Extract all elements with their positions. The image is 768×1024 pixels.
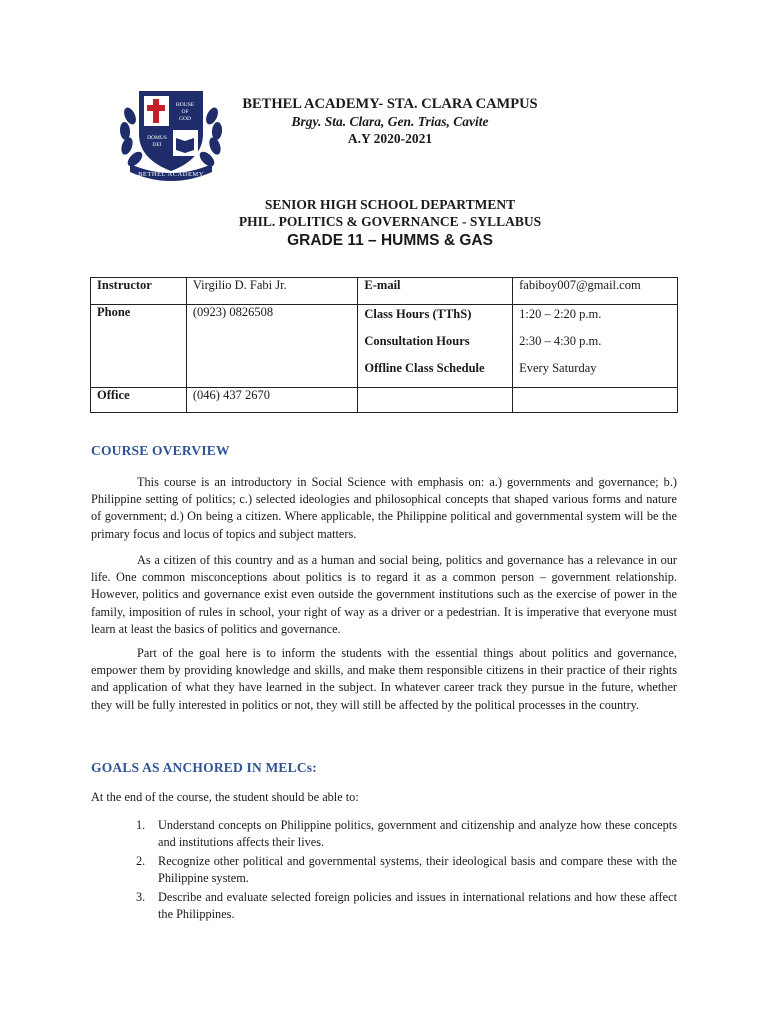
instructor-info-table [90, 277, 678, 413]
table-row [91, 278, 678, 305]
table-row [91, 305, 678, 388]
phone-value: (0923) 0826508 [186, 305, 358, 388]
goal-text: Describe and evaluate selected foreign policies and issues in international relations and how these affect the Philippines. [158, 889, 677, 922]
instructor-value: Virgilio D. Fabi Jr. [186, 278, 358, 305]
list-number: 2. [136, 853, 146, 868]
goals-intro: At the end of the course, the student should be able to: [91, 790, 359, 804]
empty-cell [513, 388, 678, 413]
grade-title: GRADE 11 – HUMMS & GAS [287, 232, 493, 249]
goals-heading: GOALS AS ANCHORED IN MELCs: [91, 760, 317, 775]
svg-text:DEI: DEI [152, 142, 162, 148]
school-name: BETHEL ACADEMY- STA. CLARA CAMPUS [242, 96, 538, 112]
paragraph-text: As a citizen of this country and as a human and social being, politics and governance has a relevance in our life. One common misconceptions about politics is to regard it as a common person – government relationship. However, politics and governance exist even outside the government institutions such as the exercise of power in the family, imposition of rules in school, your right of way as a driver or a pedestrian. It is imperative that everyone must learn at least the basics of politics and governance. [91, 553, 677, 636]
goal-text: Recognize other political and governmental systems, their ideological basis and compare these with the Philippine system. [158, 853, 677, 886]
class-hours-value: 1:20 – 2:20 p.m. [519, 307, 602, 321]
consultation-hours-value: 2:30 – 4:30 p.m. [519, 334, 602, 348]
svg-text:HOUSE: HOUSE [175, 102, 195, 108]
consultation-hours-label: Consultation Hours [364, 334, 470, 348]
instructor-label: Instructor [91, 278, 187, 305]
list-item [136, 817, 677, 852]
offline-schedule-label: Offline Class Schedule [364, 361, 485, 375]
overview-paragraph-1 [91, 474, 677, 543]
paragraph-text: This course is an introductory in Social Science with emphasis on: a.) governments and governance; b.) Philippine setting of politics; c.) selected ideologies and philosophical concepts that shaped various forms and nature of government; d.) On being a citizen. Where applicable, the Philippine political and governmental system will be the primary focus and locus of topics and subject matters. [91, 475, 677, 541]
paragraph-text: Part of the goal here is to inform the students with the essential things about politics and governance, empower them by providing knowledge and skills, and make them responsible citizens in their practice of their rights and application of what they have learned in the subject. In whatever career track they pursue in the future, whether they will be fully interested in politics or not, they will still be affected by the political processes in the country. [91, 646, 677, 712]
list-number: 3. [136, 889, 146, 904]
office-label: Office [91, 388, 187, 413]
schedule-values [513, 305, 678, 388]
list-item [136, 889, 677, 924]
table-row [91, 388, 678, 413]
goal-text: Understand concepts on Philippine politics, government and citizenship and analyze how these concepts and institutions affects their lives. [158, 818, 677, 850]
offline-schedule-value: Every Saturday [519, 361, 597, 375]
course-overview-heading: COURSE OVERVIEW [91, 443, 230, 458]
school-address: Brgy. Sta. Clara, Gen. Trias, Cavite [291, 114, 489, 129]
svg-text:DOMUS: DOMUS [147, 135, 167, 141]
email-label: E-mail [358, 278, 513, 305]
svg-text:GOD: GOD [179, 116, 191, 122]
overview-paragraph-2 [91, 552, 677, 638]
svg-text:BETHEL ACADEMY: BETHEL ACADEMY [138, 171, 204, 178]
department-title: SENIOR HIGH SCHOOL DEPARTMENT [264, 197, 516, 212]
office-value: (046) 437 2670 [186, 388, 358, 413]
svg-text:OF: OF [181, 109, 189, 115]
class-hours-label: Class Hours (TThS) [364, 307, 472, 321]
list-item [136, 853, 677, 888]
goals-list [136, 817, 677, 924]
schedule-labels [358, 305, 513, 388]
academic-year: A.Y 2020-2021 [347, 131, 433, 146]
empty-cell [358, 388, 513, 413]
overview-paragraph-3 [91, 645, 677, 714]
syllabus-title: PHIL. POLITICS & GOVERNANCE - SYLLABUS [238, 214, 542, 229]
email-value: fabiboy007@gmail.com [513, 278, 678, 305]
list-number: 1. [136, 818, 146, 832]
phone-label: Phone [91, 305, 187, 388]
